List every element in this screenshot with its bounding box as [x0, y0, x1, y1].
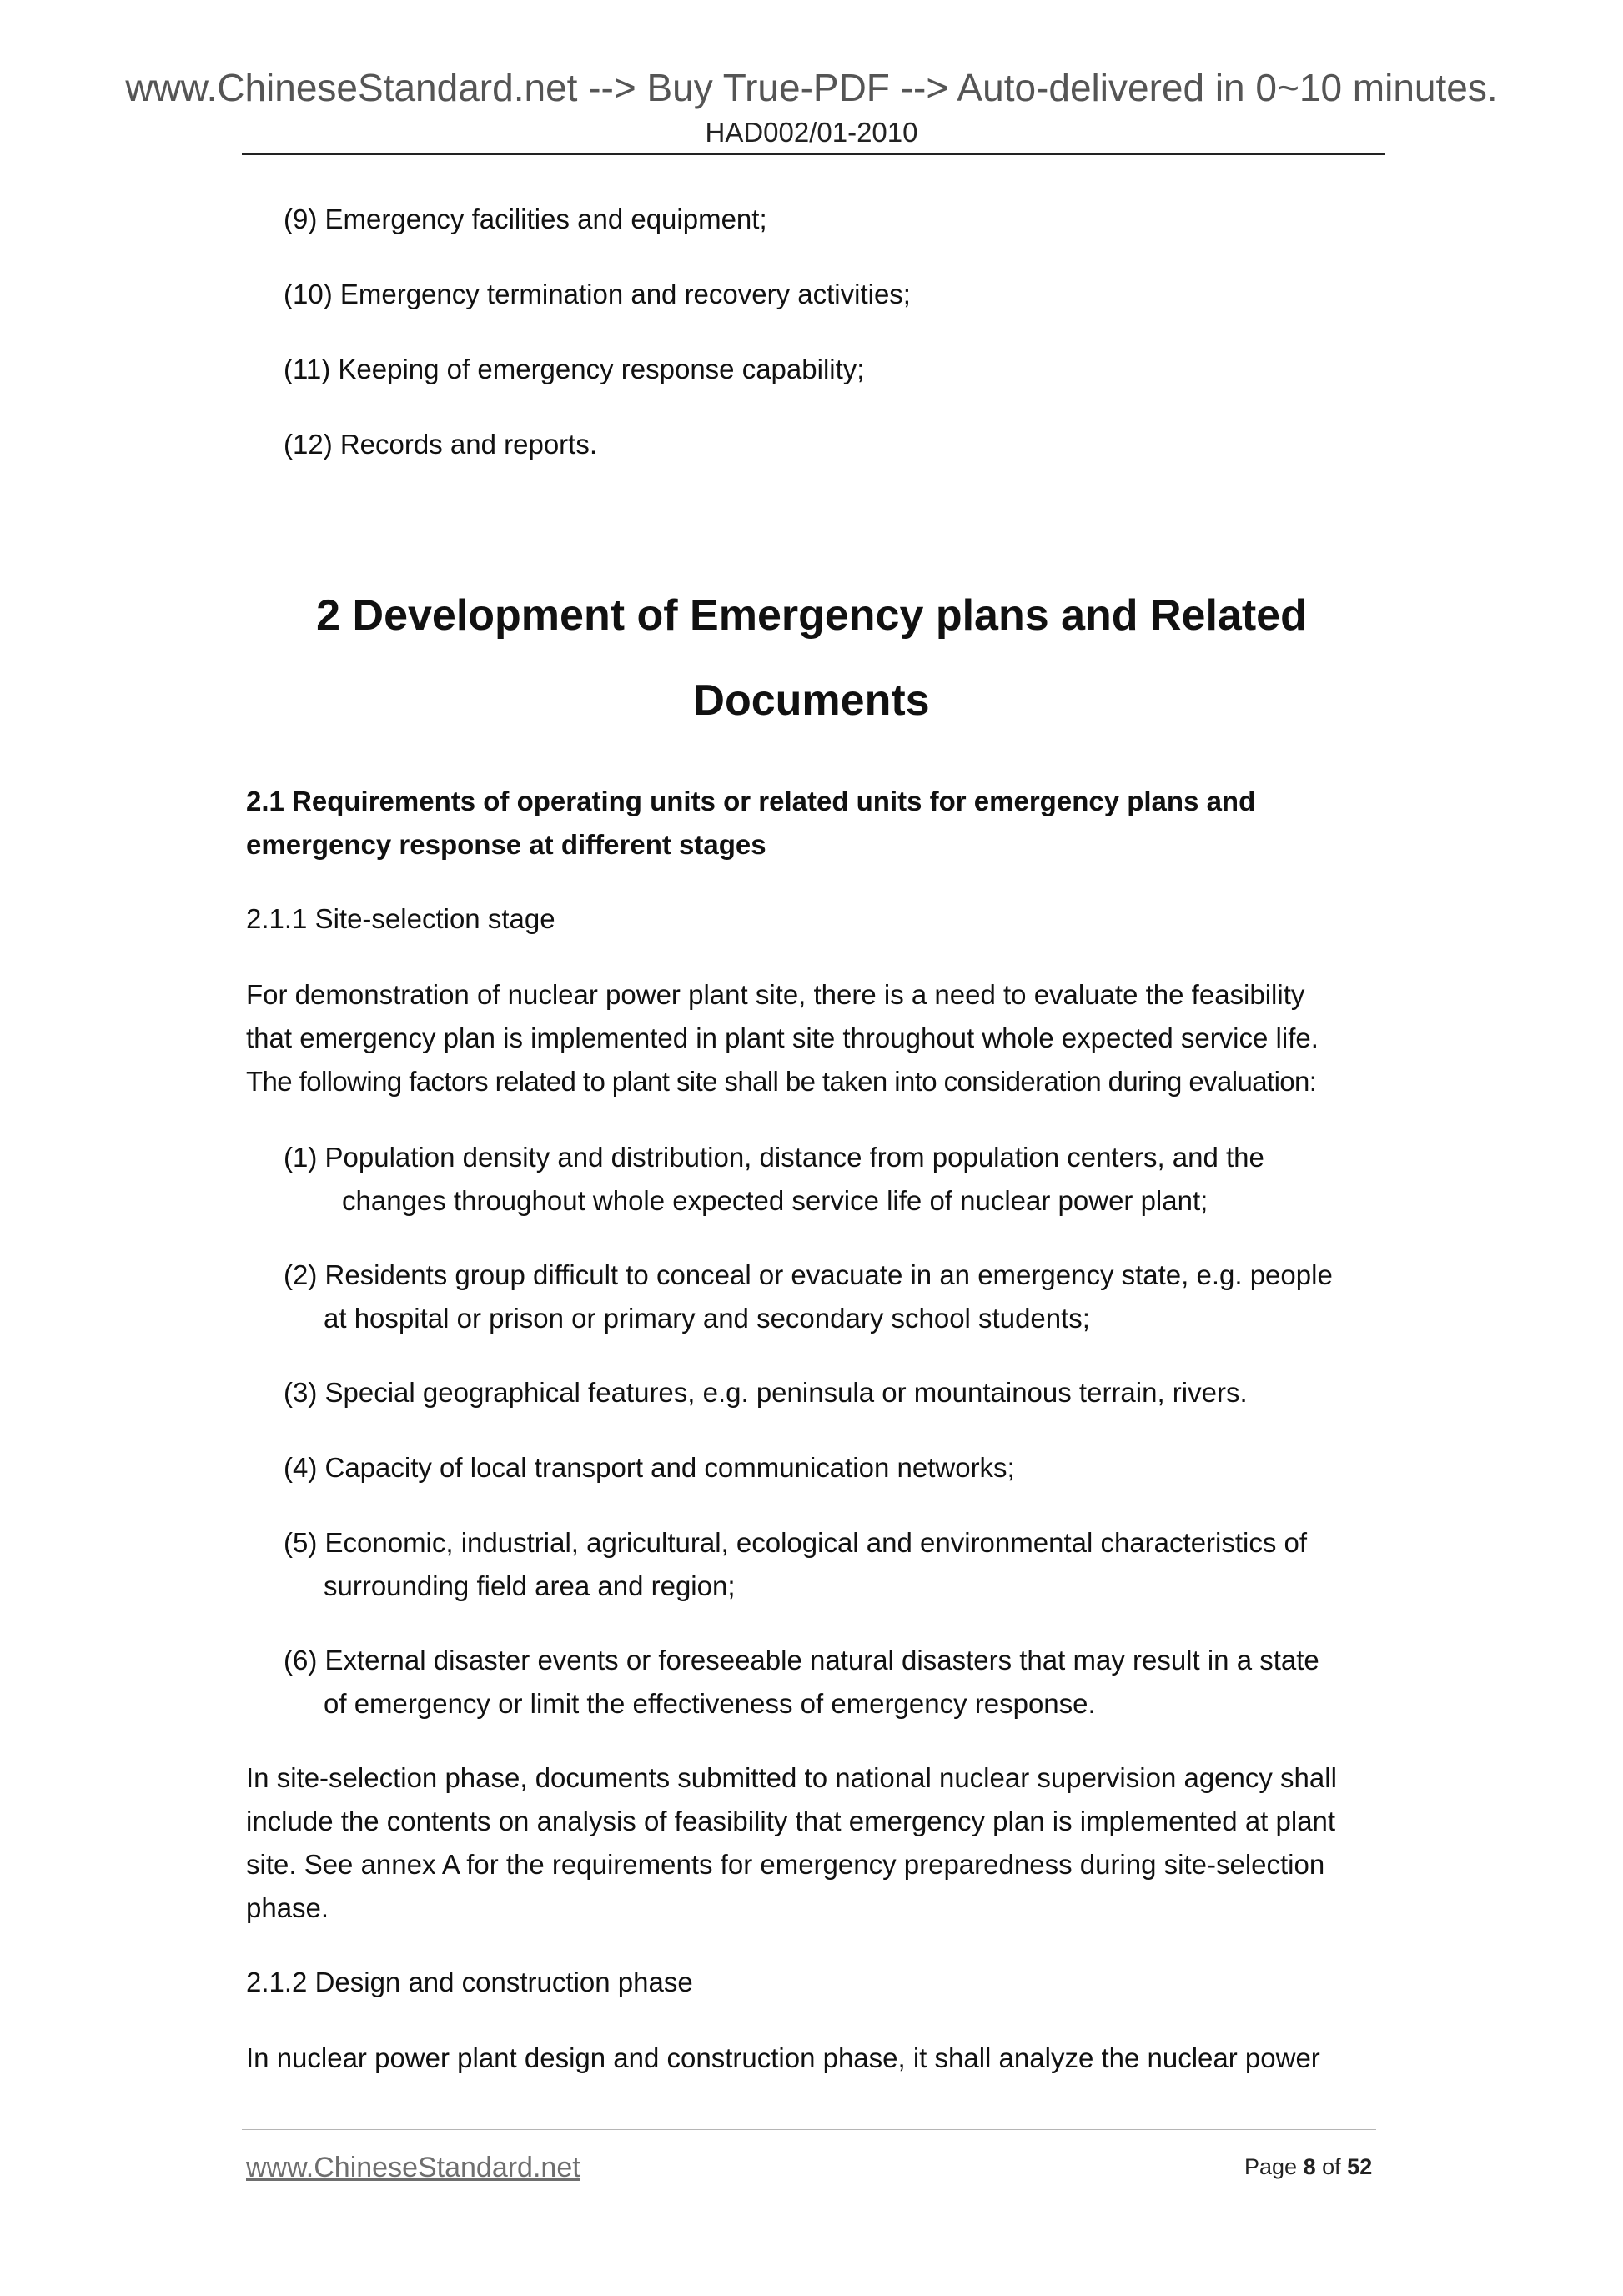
paragraph-line: phase. — [246, 1892, 329, 1923]
factor-item-cont: changes throughout whole expected service life of nuclear power plant; — [342, 1185, 1208, 1216]
header-banner-link[interactable]: www.ChineseStandard.net --> Buy True-PDF --> Auto-delivered in 0~10 minutes. — [125, 66, 1498, 109]
list-item: (9) Emergency facilities and equipment; — [284, 203, 767, 234]
paragraph-line: that emergency plan is implemented in plant site throughout whole expected service life. — [246, 1022, 1319, 1053]
header-divider — [242, 153, 1385, 155]
subsection-heading-2-1-2: 2.1.2 Design and construction phase — [246, 1967, 693, 1997]
page-current: 8 — [1303, 2154, 1316, 2179]
factor-item: (4) Capacity of local transport and communication networks; — [284, 1452, 1015, 1483]
paragraph-line: The following factors related to plant site shall be taken into consideration during evaluation: — [246, 1066, 1317, 1097]
paragraph-line: In site-selection phase, documents submitted to national nuclear supervision agency shall — [246, 1762, 1337, 1793]
factor-item-cont: of emergency or limit the effectiveness of emergency response. — [324, 1688, 1096, 1719]
page-of-label: of — [1322, 2154, 1341, 2179]
document-id: HAD002/01-2010 — [705, 117, 918, 148]
paragraph-line: site. See annex A for the requirements for emergency preparedness during site-selection — [246, 1849, 1325, 1880]
page-number — [1244, 2154, 1372, 2180]
footer-site-link[interactable]: www.ChineseStandard.net — [246, 2152, 580, 2183]
list-item: (11) Keeping of emergency response capability; — [284, 354, 865, 384]
page-total: 52 — [1347, 2154, 1373, 2179]
list-item: (10) Emergency termination and recovery activities; — [284, 279, 911, 309]
section-title-line2: Documents — [693, 676, 930, 725]
footer-divider — [242, 2129, 1376, 2130]
factor-item-cont: at hospital or prison or primary and secondary school students; — [324, 1303, 1090, 1334]
subsection-heading-2-1: 2.1 Requirements of operating units or related units for emergency plans and — [246, 786, 1256, 816]
subsection-heading-2-1-cont: emergency response at different stages — [246, 829, 766, 860]
list-item: (12) Records and reports. — [284, 429, 598, 460]
paragraph-line: For demonstration of nuclear power plant site, there is a need to evaluate the feasibility — [246, 979, 1305, 1010]
factor-item: (5) Economic, industrial, agricultural, ecological and environmental characteristics of — [284, 1527, 1308, 1558]
factor-item: (1) Population density and distribution, distance from population centers, and the — [284, 1142, 1264, 1173]
paragraph-line: In nuclear power plant design and construction phase, it shall analyze the nuclear power — [246, 2042, 1320, 2073]
factor-item: (3) Special geographical features, e.g. peninsula or mountainous terrain, rivers. — [284, 1377, 1248, 1408]
factor-item-cont: surrounding field area and region; — [324, 1570, 736, 1601]
factor-item: (2) Residents group difficult to conceal or evacuate in an emergency state, e.g. people — [284, 1259, 1333, 1290]
subsection-heading-2-1-1: 2.1.1 Site-selection stage — [246, 903, 555, 934]
factor-item: (6) External disaster events or foreseeable natural disasters that may result in a state — [284, 1645, 1319, 1676]
section-title-line1: 2 Development of Emergency plans and Related — [316, 591, 1307, 640]
page-label: Page — [1244, 2154, 1298, 2179]
paragraph-line: include the contents on analysis of feasibility that emergency plan is implemented at plant — [246, 1806, 1336, 1836]
